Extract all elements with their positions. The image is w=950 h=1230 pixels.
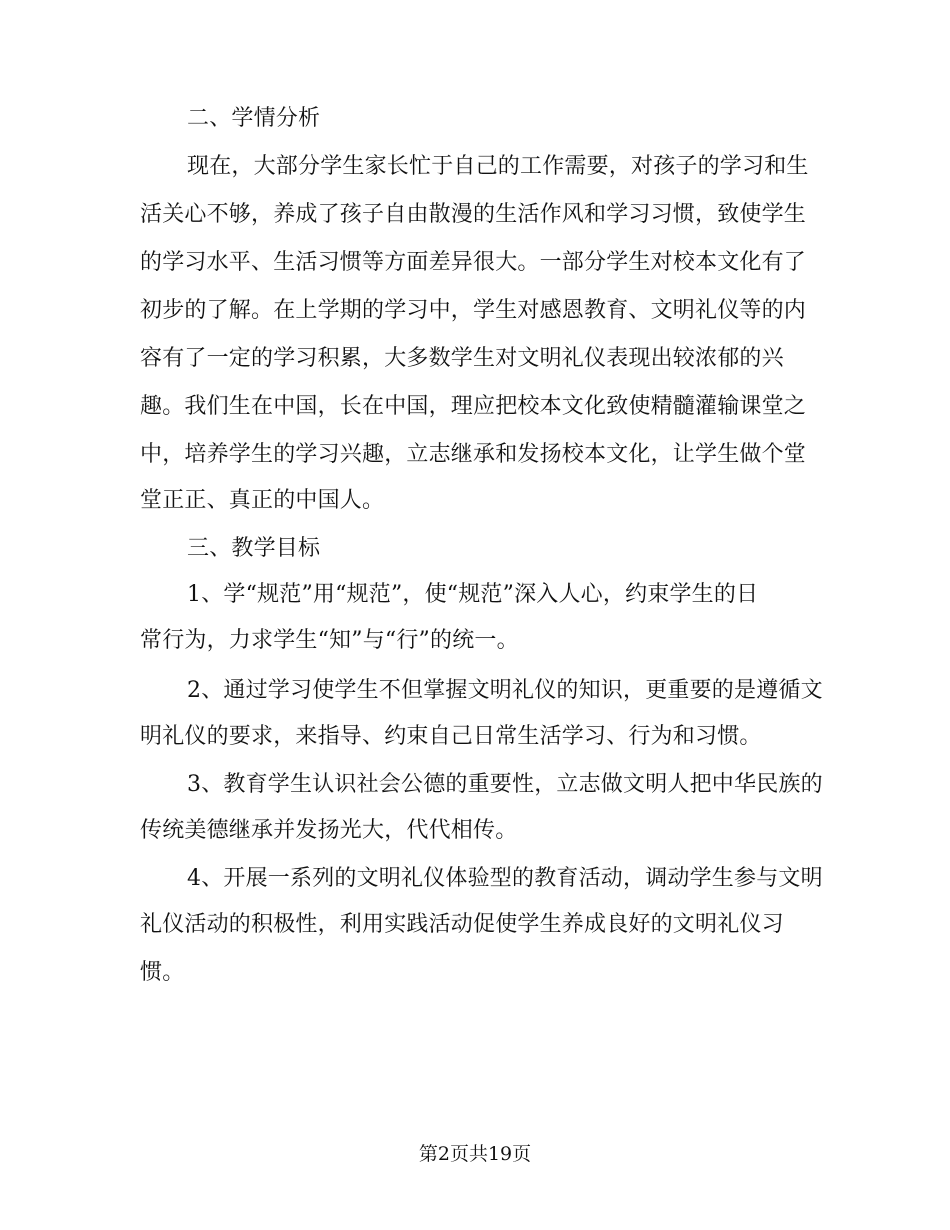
paragraph-line: 活关心不够，养成了孩子自由散漫的生活作风和学习习惯，致使学生 [140, 202, 807, 227]
goal-item-line: 传统美德继承并发扬光大，代代相传。 [140, 818, 518, 843]
goal-item-line: 1、学“规范”用“规范”，使“规范”深入人心，约束学生的日 [187, 582, 759, 607]
paragraph-line: 趣。我们生在中国，长在中国，理应把校本文化致使精髓灌输课堂之 [140, 394, 807, 419]
section-heading-teaching-goals: 三、教学目标 [187, 536, 321, 561]
goal-item-line: 惯。 [140, 960, 185, 985]
goal-item-line: 4、开展一系列的文明礼仪体验型的教育活动，调动学生参与文明 [187, 866, 823, 891]
paragraph-line: 容有了一定的学习积累，大多数学生对文明礼仪表现出较浓郁的兴 [140, 346, 784, 371]
paragraph-line: 堂正正、真正的中国人。 [140, 488, 385, 513]
goal-item-line: 明礼仪的要求，来指导、约束自己日常生活学习、行为和习惯。 [140, 724, 762, 749]
paragraph-line: 初步的了解。在上学期的学习中，学生对感恩教育、文明礼仪等的内 [140, 298, 807, 323]
section-heading-student-analysis: 二、学情分析 [187, 106, 321, 131]
goal-item-line: 常行为，力求学生“知”与“行”的统一。 [140, 628, 519, 653]
goal-item-line: 礼仪活动的积极性，利用实践活动促使学生养成良好的文明礼仪习 [140, 912, 784, 937]
paragraph-line: 现在，大部分学生家长忙于自己的工作需要，对孩子的学习和生 [187, 154, 809, 179]
paragraph-line: 中，培养学生的学习兴趣，立志继承和发扬校本文化，让学生做个堂 [140, 442, 807, 467]
paragraph-line: 的学习水平、生活习惯等方面差异很大。一部分学生对校本文化有了 [140, 250, 807, 275]
goal-item-line: 3、教育学生认识社会公德的重要性，立志做文明人把中华民族的 [187, 772, 823, 797]
page-number-footer: 第2页共19页 [418, 1143, 532, 1165]
goal-item-line: 2、通过学习使学生不但掌握文明礼仪的知识，更重要的是遵循文 [187, 678, 823, 703]
